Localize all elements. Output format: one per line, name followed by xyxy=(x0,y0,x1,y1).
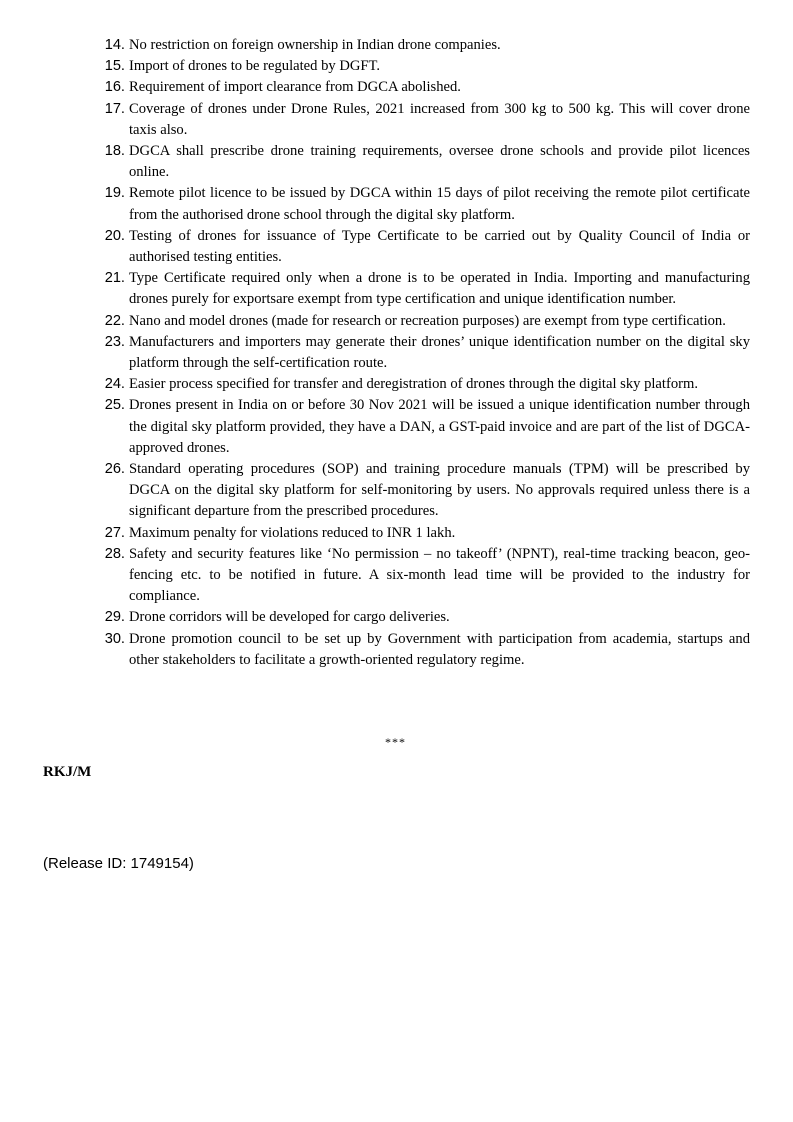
item-text: DGCA shall prescribe drone training requirements, oversee drone schools and provide pilot licences online. xyxy=(129,143,750,181)
list-item xyxy=(97,629,750,671)
list-item xyxy=(97,544,750,608)
item-number: 26. xyxy=(104,461,125,478)
item-text: Coverage of drones under Drone Rules, 2021 increased from 300 kg to 500 kg. This will cover drone taxis also. xyxy=(129,100,750,138)
item-number: 21. xyxy=(104,270,125,287)
item-number: 27. xyxy=(104,524,125,541)
item-text: Drone corridors will be developed for cargo deliveries. xyxy=(129,609,450,626)
list-item xyxy=(97,395,750,459)
signoff-initials: RKJ/M xyxy=(43,764,92,780)
item-text: Nano and model drones (made for research or recreation purposes) are exempt from type certification. xyxy=(129,312,726,329)
item-number: 18. xyxy=(104,143,125,160)
item-text: Maximum penalty for violations reduced to INR 1 lakh. xyxy=(129,524,456,541)
item-text: Standard operating procedures (SOP) and training procedure manuals (TPM) will be prescribed by DGCA on the digital sky platform for self-monitoring by users. No approvals required unless there is a significant departure from the prescribed procedures. xyxy=(129,461,750,520)
list-item xyxy=(97,332,750,374)
item-text: Requirement of import clearance from DGCA abolished. xyxy=(129,79,461,96)
points-list xyxy=(97,35,750,671)
item-number: 22. xyxy=(104,312,125,329)
list-item xyxy=(97,523,750,544)
list-item xyxy=(97,607,750,628)
list-item xyxy=(97,141,750,183)
item-text: Import of drones to be regulated by DGFT. xyxy=(129,58,381,75)
item-text: Type Certificate required only when a drone is to be operated in India. Importing and manufacturing drones purely for exportsare exempt from type certification and unique identification number. xyxy=(129,270,750,308)
item-text: Drones present in India on or before 30 Nov 2021 will be issued a unique identification number through the digital sky platform provided, they have a DAN, a GST-paid invoice and are part of the list of DGCA-approved drones. xyxy=(129,397,750,456)
list-item xyxy=(97,226,750,268)
item-number: 24. xyxy=(104,376,125,393)
item-text: Easier process specified for transfer and deregistration of drones through the digital sky platform. xyxy=(129,376,698,393)
item-number: 15. xyxy=(104,58,125,75)
release-id: (Release ID: 1749154) xyxy=(43,855,194,872)
list-item xyxy=(97,77,750,98)
item-number: 29. xyxy=(104,609,125,626)
section-separator: *** xyxy=(385,735,406,749)
item-number: 28. xyxy=(104,545,125,562)
item-text: Manufacturers and importers may generate their drones’ unique identification number on the digital sky platform through the self-certification route. xyxy=(129,333,750,372)
item-number: 30. xyxy=(104,630,125,647)
item-number: 19. xyxy=(104,185,125,202)
item-text: No restriction on foreign ownership in Indian drone companies. xyxy=(129,37,501,53)
item-text: Safety and security features like ‘No permission – no takeoff’ (NPNT), real-time tracking beacon, geo-fencing etc. to be notified in future. A six-month lead time will be provided to the industry for compliance. xyxy=(129,545,750,605)
item-number: 16. xyxy=(104,79,125,96)
item-number: 20. xyxy=(104,227,125,244)
list-item xyxy=(97,56,750,77)
list-item xyxy=(97,183,750,225)
list-item xyxy=(97,35,750,56)
list-item xyxy=(97,374,750,395)
item-text: Testing of drones for issuance of Type Certificate to be carried out by Quality Council of India or authorised testing entities. xyxy=(129,227,750,266)
item-number: 14. xyxy=(104,37,125,53)
list-item xyxy=(97,311,750,332)
item-number: 17. xyxy=(104,100,125,117)
list-item xyxy=(97,268,750,310)
item-number: 23. xyxy=(104,333,125,350)
item-number: 25. xyxy=(104,397,125,414)
item-text: Drone promotion council to be set up by Government with participation from academia, startups and other stakeholders to facilitate a growth-oriented regulatory regime. xyxy=(129,630,750,668)
item-text: Remote pilot licence to be issued by DGCA within 15 days of pilot receiving the remote pilot certificate from the authorised drone school through the digital sky platform. xyxy=(129,185,750,223)
list-item xyxy=(97,459,750,523)
list-item xyxy=(97,99,750,141)
